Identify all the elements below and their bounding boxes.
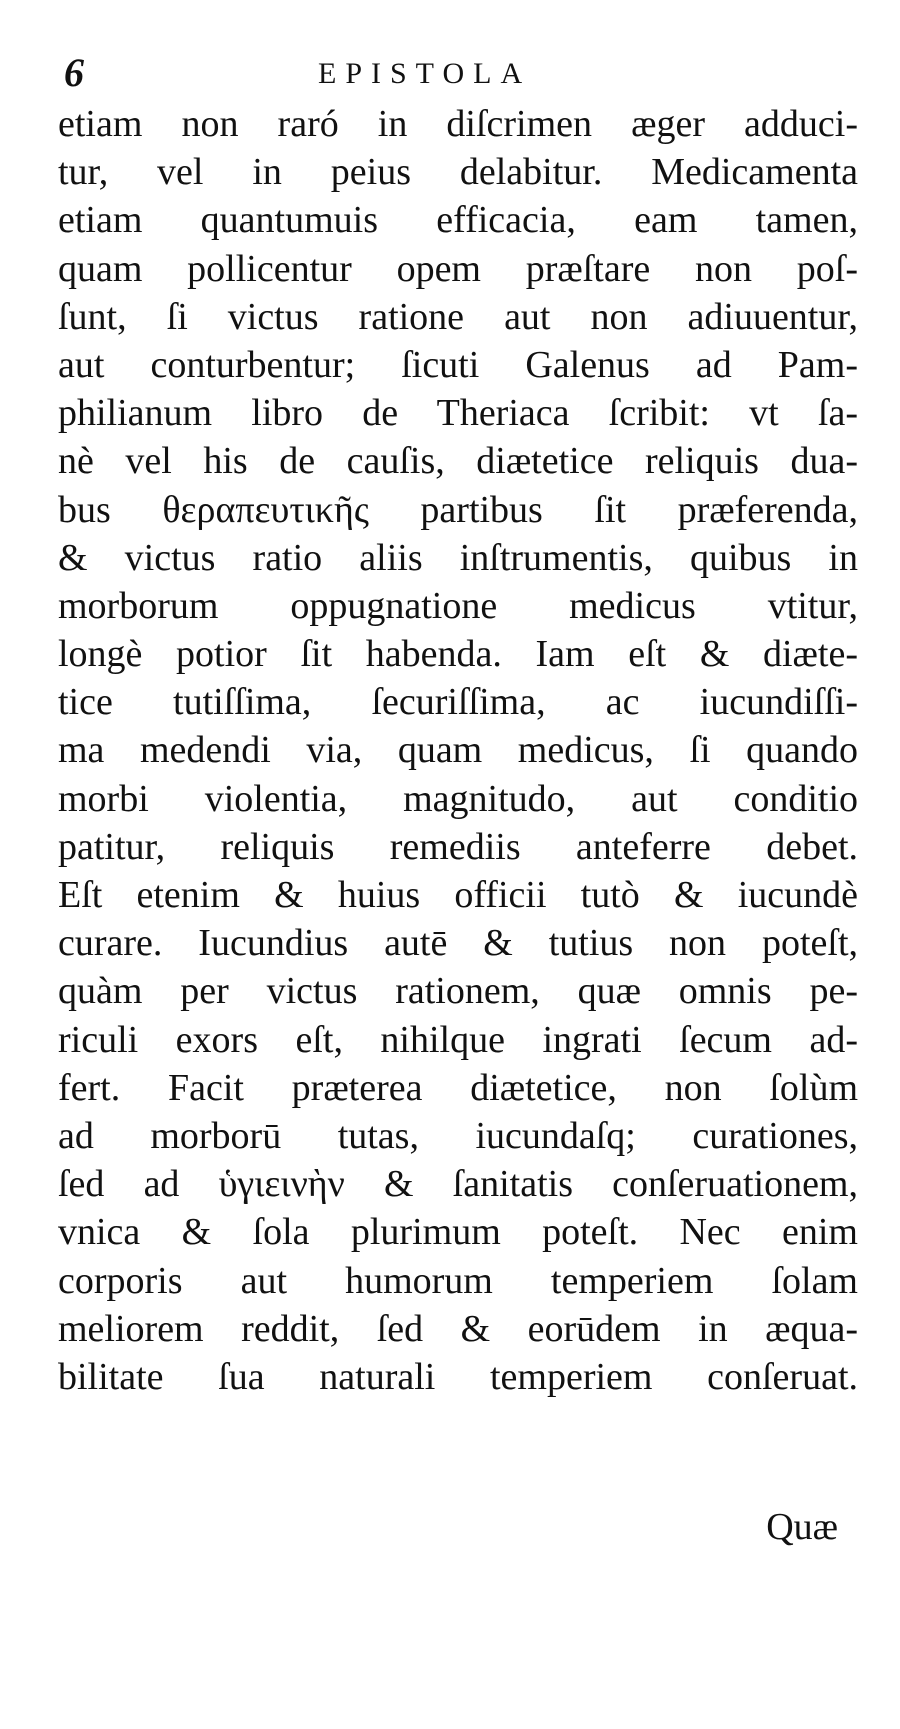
text-line: bus θεραπευτικῆς partibus ſit præferenda, [58, 488, 858, 531]
text-line: morbi violentia, magnitudo, aut conditio [58, 777, 858, 820]
text-line: nè vel his de cauſis, diætetice reliquis dua- [58, 440, 858, 483]
text-line: ſed ad ὑγιεινὴν & ſanitatis conſeruationem, [58, 1163, 858, 1206]
text-line: quàm per victus rationem, quæ omnis pe- [58, 970, 858, 1013]
text-line: corporis aut humorum temperiem ſolam [58, 1259, 858, 1302]
text-line: tice tutiſſima, ſecuriſſima, ac iucundiſſi- [58, 681, 858, 724]
text-line: philianum libro de Theriaca ſcribit: vt ſa- [58, 392, 858, 435]
text-line: ad morborū tutas, iucundaſq; curationes, [58, 1114, 858, 1157]
text-line: ſunt, ſi victus ratione aut non adiuuentur, [58, 295, 858, 338]
page-header [60, 48, 840, 98]
text-line: tur, vel in peius delabitur. Medicamenta [58, 151, 858, 194]
page-number: 6 [64, 50, 84, 95]
text-line: fert. Facit præterea diætetice, non ſolùm [58, 1066, 858, 1109]
text-line: meliorem reddit, ſed & eorūdem in æqua- [58, 1307, 858, 1350]
text-line: ma medendi via, quam medicus, ſi quando [58, 729, 858, 772]
text-line: etiam non raró in diſcrimen æger adduci- [58, 103, 858, 145]
text-line: quam pollicentur opem præſtare non poſ- [58, 247, 858, 290]
text-line: longè potior ſit habenda. Iam eſt & diæte- [58, 633, 858, 676]
text-line: etiam quantumuis efficacia, eam tamen, [58, 199, 858, 242]
text-line: vnica & ſola plurimum poteſt. Nec enim [58, 1211, 858, 1254]
text-line: Eſt etenim & huius officii tutò & iucundè [58, 874, 858, 916]
text-line: riculi exors eſt, nihilque ingrati ſecum ad- [58, 1018, 858, 1061]
text-line: & victus ratio aliis inſtrumentis, quibus in [58, 536, 858, 579]
catchword: Quæ [766, 1506, 838, 1548]
text-line: curare. Iucundius autē & tutius non poteſt, [58, 922, 858, 965]
text-line: morborum oppugnatione medicus vtitur, [58, 584, 858, 627]
body-text [58, 100, 858, 1401]
text-line: aut conturbentur; ſicuti Galenus ad Pam- [58, 343, 858, 386]
text-line: bilitate ſua naturali temperiem conſeruat. [58, 1355, 858, 1398]
running-title: EPISTOLA [318, 57, 532, 90]
text-line: patitur, reliquis remediis anteferre debet. [58, 825, 858, 868]
